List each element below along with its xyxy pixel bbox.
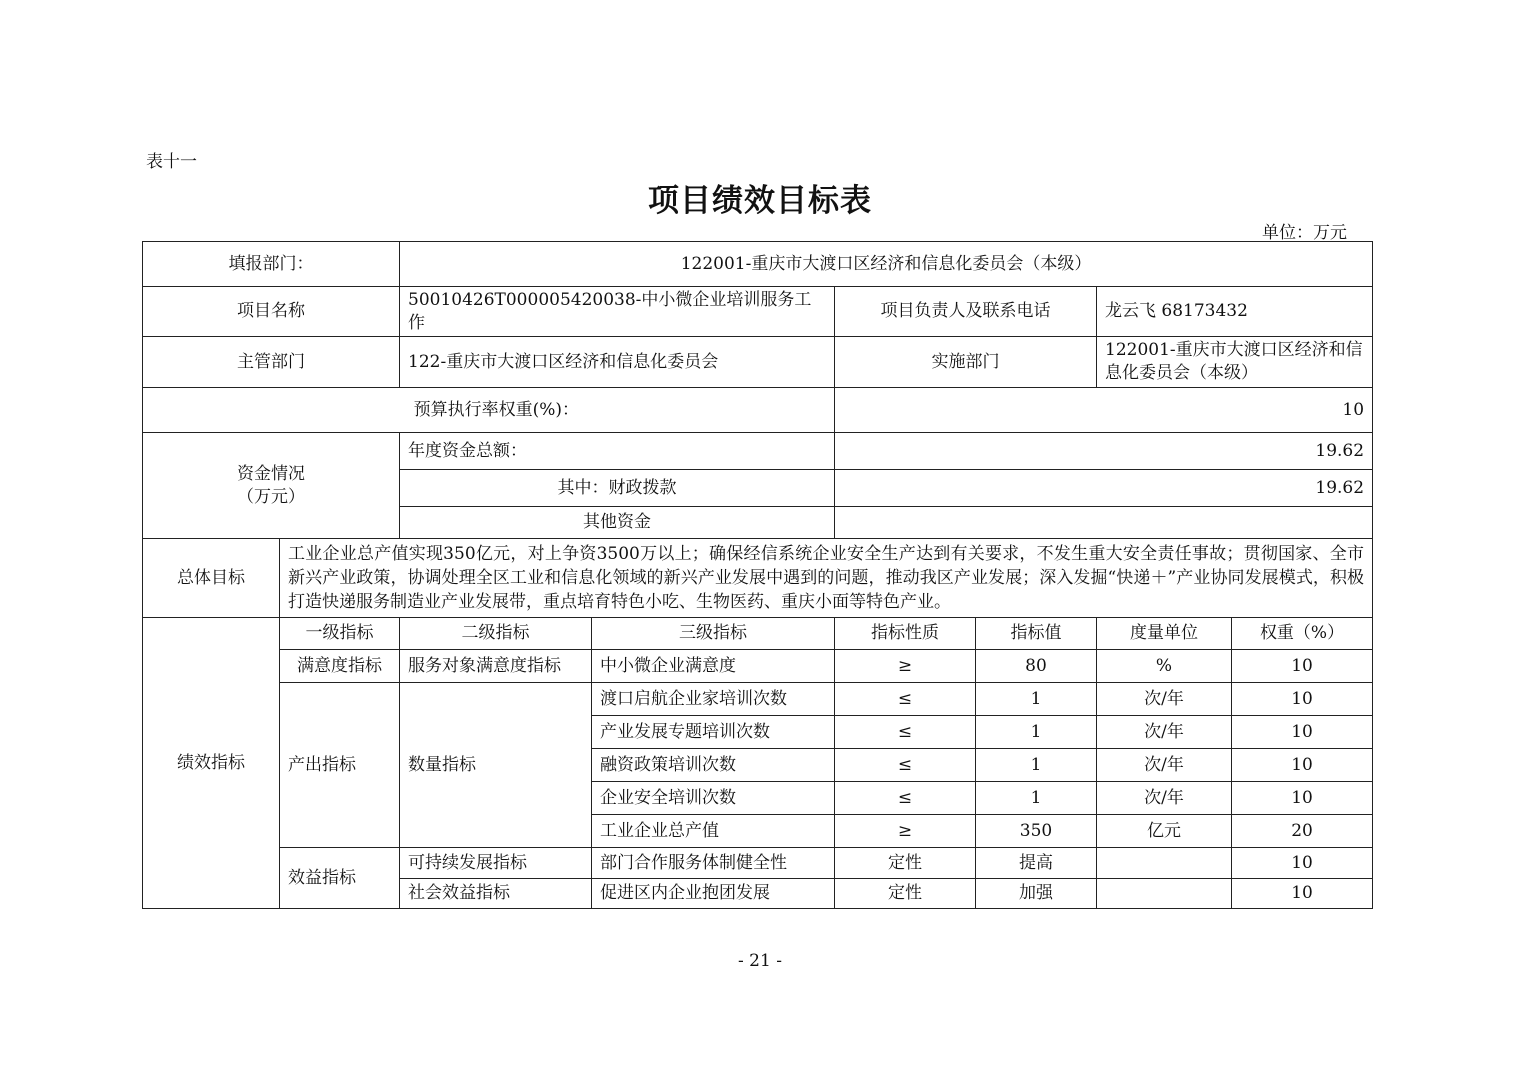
- dept-row: [143, 337, 1373, 388]
- annual-funds-value: 19.62: [835, 433, 1373, 470]
- nature-cell: ≥: [835, 650, 976, 683]
- table-row: [143, 683, 1373, 716]
- fill-dept-value: 122001-重庆市大渡口区经济和信息化委员会（本级）: [400, 242, 1373, 287]
- level2-cell: 可持续发展指标: [400, 848, 592, 879]
- level1-cell: 效益指标: [280, 848, 400, 909]
- header-level3: 三级指标: [592, 618, 835, 650]
- fill-dept-row: [143, 242, 1373, 287]
- value-cell: 80: [976, 650, 1097, 683]
- funds-label: [143, 433, 400, 539]
- table-row: [143, 848, 1373, 879]
- value-cell: 1: [976, 716, 1097, 749]
- weight-cell: 10: [1232, 782, 1373, 815]
- budget-rate-row: [143, 388, 1373, 433]
- weight-cell: 10: [1232, 749, 1373, 782]
- level3-cell: 渡口启航企业家培训次数: [592, 683, 835, 716]
- annual-funds-label: 年度资金总额：: [400, 433, 835, 470]
- unit-cell: %: [1097, 650, 1232, 683]
- weight-cell: 20: [1232, 815, 1373, 848]
- level3-cell: 部门合作服务体制健全性: [592, 848, 835, 879]
- header-weight: 权重（%）: [1232, 618, 1373, 650]
- value-cell: 加强: [976, 879, 1097, 909]
- header-level1: 一级指标: [280, 618, 400, 650]
- indicator-header-row: [143, 618, 1373, 650]
- unit-cell: 亿元: [1097, 815, 1232, 848]
- weight-cell: 10: [1232, 683, 1373, 716]
- level1-cell: 产出指标: [280, 683, 400, 848]
- project-name-label: 项目名称: [143, 287, 400, 337]
- header-nature: 指标性质: [835, 618, 976, 650]
- budget-rate-label: 预算执行率权重(%)：: [143, 388, 835, 433]
- funds-label-sub: （万元）: [237, 486, 305, 507]
- weight-cell: 10: [1232, 879, 1373, 909]
- funds-annual-row: [143, 433, 1373, 470]
- level3-cell: 融资政策培训次数: [592, 749, 835, 782]
- page-number: - 21 -: [738, 951, 782, 971]
- project-name-value: 50010426T000005420038-中小微企业培训服务工作: [400, 287, 835, 337]
- goal-text: 工业企业总产值实现350亿元，对上争资3500万以上；确保经信系统企业安全生产达到有关要求，不发生重大安全责任事故；贯彻国家、全市新兴产业政策，协调处理全区工业和信息化领域的新兴产业发展中遇到的问题，推动我区产业发展；深入发掘“快递＋”产业协同发展模式，积极打造快递服务制造业产业发展带，重点培育特色小吃、生物医药、重庆小面等特色产业。: [280, 539, 1373, 618]
- goal-row: [143, 539, 1373, 618]
- fiscal-funds-value: 19.62: [835, 470, 1373, 507]
- contact-value: 龙云飞 68173432: [1097, 287, 1373, 337]
- level2-cell: 服务对象满意度指标: [400, 650, 592, 683]
- perf-label: 绩效指标: [143, 618, 280, 909]
- unit-cell: 次/年: [1097, 782, 1232, 815]
- other-funds-label: 其他资金: [400, 507, 835, 539]
- page-title: 项目绩效目标表: [648, 183, 872, 219]
- header-level2: 二级指标: [400, 618, 592, 650]
- weight-cell: 10: [1232, 650, 1373, 683]
- nature-cell: 定性: [835, 879, 976, 909]
- level3-cell: 工业企业总产值: [592, 815, 835, 848]
- level2-cell: 数量指标: [400, 683, 592, 848]
- supervising-dept-value: 122-重庆市大渡口区经济和信息化委员会: [400, 337, 835, 388]
- nature-cell: ≤: [835, 683, 976, 716]
- contact-label: 项目负责人及联系电话: [835, 287, 1097, 337]
- funds-label-main: 资金情况: [237, 463, 305, 484]
- other-funds-value: [835, 507, 1373, 539]
- supervising-dept-label: 主管部门: [143, 337, 400, 388]
- nature-cell: 定性: [835, 848, 976, 879]
- nature-cell: ≤: [835, 716, 976, 749]
- unit-cell: [1097, 879, 1232, 909]
- unit-cell: [1097, 848, 1232, 879]
- nature-cell: ≤: [835, 749, 976, 782]
- value-cell: 1: [976, 749, 1097, 782]
- weight-cell: 10: [1232, 848, 1373, 879]
- level3-cell: 企业安全培训次数: [592, 782, 835, 815]
- fiscal-funds-label: 其中：财政拨款: [400, 470, 835, 507]
- level1-cell: 满意度指标: [280, 650, 400, 683]
- value-cell: 350: [976, 815, 1097, 848]
- unit-cell: 次/年: [1097, 683, 1232, 716]
- table-row: [143, 650, 1373, 683]
- goal-label: 总体目标: [143, 539, 280, 618]
- header-unit: 度量单位: [1097, 618, 1232, 650]
- implementing-dept-value: 122001-重庆市大渡口区经济和信息化委员会（本级）: [1097, 337, 1373, 388]
- value-cell: 提高: [976, 848, 1097, 879]
- table-number-label: 表十一: [146, 152, 197, 172]
- unit-cell: 次/年: [1097, 716, 1232, 749]
- value-cell: 1: [976, 782, 1097, 815]
- nature-cell: ≤: [835, 782, 976, 815]
- value-cell: 1: [976, 683, 1097, 716]
- level2-cell: 社会效益指标: [400, 879, 592, 909]
- level3-cell: 促进区内企业抱团发展: [592, 879, 835, 909]
- project-row: [143, 287, 1373, 337]
- level3-cell: 产业发展专题培训次数: [592, 716, 835, 749]
- level3-cell: 中小微企业满意度: [592, 650, 835, 683]
- header-value: 指标值: [976, 618, 1097, 650]
- weight-cell: 10: [1232, 716, 1373, 749]
- performance-target-table: [142, 241, 1373, 909]
- fill-dept-label: 填报部门：: [143, 242, 400, 287]
- budget-rate-value: 10: [835, 388, 1373, 433]
- nature-cell: ≥: [835, 815, 976, 848]
- implementing-dept-label: 实施部门: [835, 337, 1097, 388]
- unit-cell: 次/年: [1097, 749, 1232, 782]
- unit-label: 单位：万元: [1262, 223, 1347, 243]
